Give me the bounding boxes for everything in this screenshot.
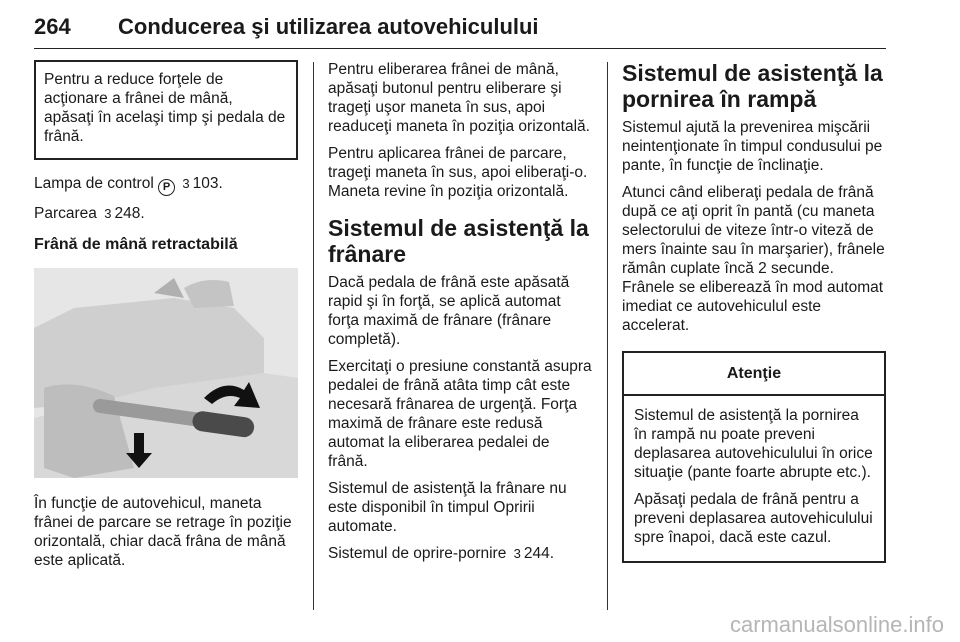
paragraph: Exercitaţi o presiune constantă asupra pedalei de frână atâta timp cât este necesară frânarea de urgenţă. Forţa maximă de frânare este redusă automat la eliberarea pedalei de frână. (328, 358, 592, 470)
paragraph: Pentru aplicarea frânei de parcare, trageţi maneta în sus, apoi eliberaţi-o. Maneta revine în poziţia orizontală. (328, 145, 588, 200)
handbrake-illustration (34, 268, 298, 478)
note-text: Pentru a reduce forţele de acţionare a frânei de mână, apăsaţi în acelaşi timp şi pedala de frână. (44, 71, 286, 145)
page-ref-arrow-icon: 3 (182, 176, 190, 191)
parking-reference: Parcarea 3 248. (34, 205, 145, 222)
lamp-reference: Lampa de control P 3 103. (34, 174, 298, 196)
page-ref-arrow-icon: 3 (513, 546, 521, 561)
section-heading: Sistemul de asistenţă la pornirea în rampă (622, 60, 883, 112)
paragraph: Sistemul de asistenţă la pornirea în rampă nu poate preveni deplasarea autovehiculului în orice situaţie (pante foarte abrupte etc.). (634, 407, 873, 481)
parking-brake-icon: P (158, 179, 175, 196)
watermark: carmanualsonline.info (729, 612, 944, 637)
warning-box (622, 351, 886, 563)
handbrake-drawing (34, 268, 298, 478)
stop-start-reference: Sistemul de oprire-pornire 3 244. (328, 545, 555, 562)
page-header (34, 6, 886, 49)
paragraph: Sistemul de asistenţă la frânare nu este disponibil în timpul Opririi automate. (328, 480, 567, 535)
warning-title: Atenţie (624, 353, 884, 396)
note-box (34, 60, 298, 160)
section-heading: Frână de mână retractabilă (34, 236, 238, 253)
paragraph: Dacă pedala de frână este apăsată rapid şi în forţă, se aplică automat forţa maximă de frânare (frânare completă). (328, 274, 570, 348)
section-heading: Sistemul de asistenţă la frânare (328, 215, 589, 267)
column-3 (622, 60, 886, 563)
chapter-title: Conducerea şi utilizarea autovehiculului (118, 14, 539, 39)
paragraph: Atunci când eliberaţi pedala de frână după ce aţi oprit în pantă (cu maneta selectorului de viteze într-o viteză de mers înainte sau în marşarier), frânele rămân cuplate încă 2 secunde. Frânele se eliberează în mod automat imediat ce autovehiculul este accelerat. (622, 184, 885, 334)
page-ref-arrow-icon: 3 (104, 206, 112, 221)
column-divider (607, 62, 608, 610)
column-2 (328, 60, 592, 571)
column-divider (313, 62, 314, 610)
paragraph: Apăsaţi pedala de frână pentru a preveni deplasarea autovehiculului spre înapoi, dacă este cazul. (634, 491, 873, 546)
paragraph: Sistemul ajută la prevenirea mişcării neintenţionate în timpul condusului pe pante, în funcţie de înclinaţie. (622, 119, 883, 174)
warning-body (624, 396, 884, 561)
paragraph: Pentru eliberarea frânei de mână, apăsaţi butonul pentru eliberare şi trageţi uşor maneta în sus, apoi readuceţi maneta în poziţia orizontală. (328, 61, 590, 135)
column-1 (34, 60, 298, 578)
paragraph: În funcţie de autovehicul, maneta frânei de parcare se retrage în poziţie orizontală, chiar dacă frâna de mână este aplicată. (34, 495, 292, 569)
page-number: 264 (34, 14, 71, 39)
